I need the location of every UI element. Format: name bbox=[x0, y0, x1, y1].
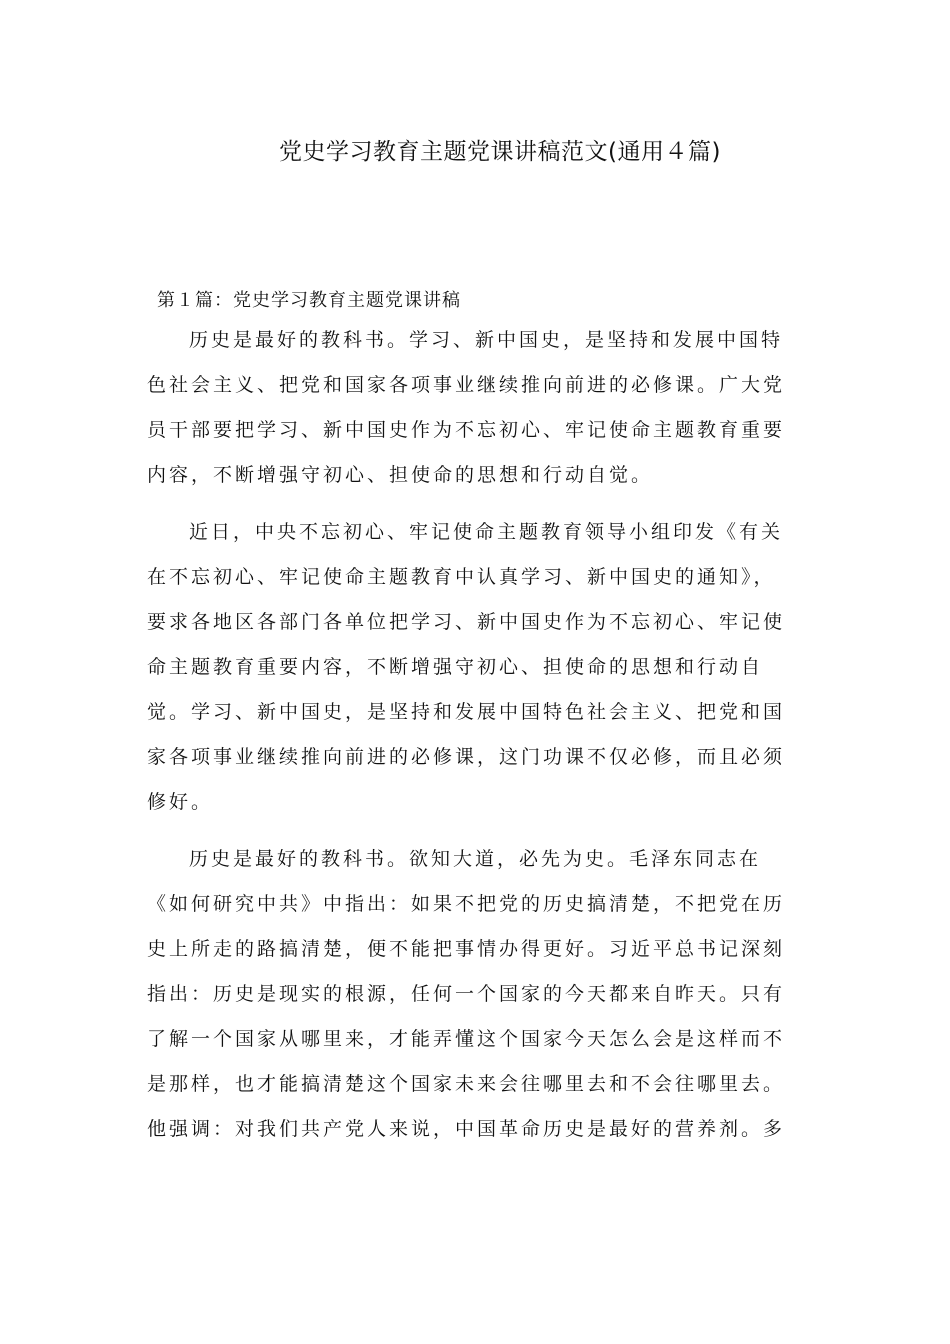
paragraph-line: 历史是最好的教科书。欲知大道，必先为史。毛泽东同志在 bbox=[189, 848, 762, 870]
paragraph-line: 觉。学习、新中国史，是坚持和发展中国特色社会主义、把党和国 bbox=[147, 701, 786, 723]
paragraph-line: 《如何研究中共》中指出：如果不把党的历史搞清楚，不把党在历 bbox=[147, 893, 786, 915]
document-title: 党史学习教育主题党课讲稿范文(通用４篇) bbox=[279, 139, 721, 165]
paragraph-line: 是那样，也才能搞清楚这个国家未来会往哪里去和不会往哪里去。 bbox=[147, 1073, 786, 1095]
paragraph-line: 命主题教育重要内容，不断增强守初心、担使命的思想和行动自 bbox=[147, 656, 764, 678]
paragraph-line: 修好。 bbox=[147, 791, 214, 813]
paragraph-1 bbox=[147, 318, 807, 498]
paragraph-line: 他强调：对我们共产党人来说，中国革命历史是最好的营养剂。多 bbox=[147, 1118, 786, 1140]
paragraph-spacer bbox=[147, 498, 807, 510]
paragraph-line: 了解一个国家从哪里来，才能弄懂这个国家今天怎么会是这样而不 bbox=[147, 1028, 786, 1050]
paragraph-line: 员干部要把学习、新中国史作为不忘初心、牢记使命主题教育重要 bbox=[147, 419, 786, 441]
paragraph-line: 内容，不断增强守初心、担使命的思想和行动自觉。 bbox=[147, 464, 654, 486]
section-heading: 第１篇：党史学习教育主题党课讲稿 bbox=[157, 290, 461, 311]
paragraph-line: 在不忘初心、牢记使命主题教育中认真学习、新中国史的通知》， bbox=[147, 566, 776, 588]
paragraph-line: 史上所走的路搞清楚，便不能把事情办得更好。习近平总书记深刻 bbox=[147, 938, 786, 960]
paragraph-line: 近日，中央不忘初心、牢记使命主题教育领导小组印发《有关 bbox=[189, 521, 784, 543]
paragraph-line: 色社会主义、把党和国家各项事业继续推向前进的必修课。广大党 bbox=[147, 374, 786, 396]
paragraph-2 bbox=[147, 510, 807, 825]
paragraph-spacer bbox=[147, 825, 807, 837]
paragraph-line: 历史是最好的教科书。学习、新中国史，是坚持和发展中国特 bbox=[189, 329, 784, 351]
document-body bbox=[147, 283, 807, 1152]
paragraph-3 bbox=[147, 837, 807, 1152]
paragraph-line: 家各项事业继续推向前进的必修课，这门功课不仅必修，而且必须 bbox=[147, 746, 786, 768]
paragraph-line: 指出：历史是现实的根源，任何一个国家的今天都来自昨天。只有 bbox=[147, 983, 786, 1005]
paragraph-line: 要求各地区各部门各单位把学习、新中国史作为不忘初心、牢记使 bbox=[147, 611, 786, 633]
